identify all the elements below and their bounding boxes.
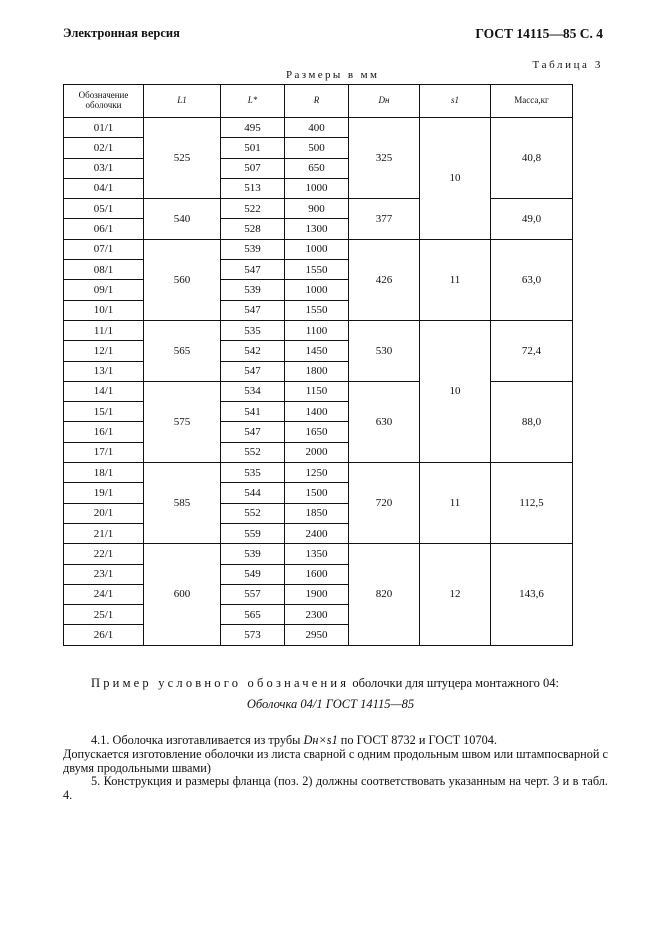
cell-r: 2000 bbox=[285, 442, 349, 462]
cell-designation: 18/1 bbox=[64, 463, 144, 483]
cell-l: 547 bbox=[221, 300, 285, 320]
cell-r: 1100 bbox=[285, 320, 349, 340]
cell-r: 650 bbox=[285, 158, 349, 178]
cell-designation: 08/1 bbox=[64, 260, 144, 280]
cell-r: 1900 bbox=[285, 584, 349, 604]
col-header-s1: s1 bbox=[420, 85, 491, 118]
cell-dn: 530 bbox=[349, 320, 420, 381]
cell-r: 1150 bbox=[285, 381, 349, 401]
example-text: оболочки для штуцера монтажного 04: bbox=[349, 676, 559, 690]
cell-r: 400 bbox=[285, 118, 349, 138]
example-designation: Оболочка 04/1 ГОСТ 14115—85 bbox=[246, 697, 415, 711]
cell-r: 1400 bbox=[285, 402, 349, 422]
cell-l: 535 bbox=[221, 320, 285, 340]
cell-designation: 11/1 bbox=[64, 320, 144, 340]
cell-designation: 17/1 bbox=[64, 442, 144, 462]
paragraph-5: 5. Конструкция и размеры фланца (поз. 2) должны соответствовать указанным на черт. 3 и в табл. 4. bbox=[63, 774, 608, 802]
cell-l: 528 bbox=[221, 219, 285, 239]
cell-mass: 63,0 bbox=[491, 239, 573, 320]
cell-mass: 40,8 bbox=[491, 118, 573, 199]
cell-dn: 325 bbox=[349, 118, 420, 199]
cell-l: 513 bbox=[221, 178, 285, 198]
cell-l: 559 bbox=[221, 523, 285, 543]
cell-l: 573 bbox=[221, 625, 285, 645]
cell-designation: 23/1 bbox=[64, 564, 144, 584]
cell-dn: 630 bbox=[349, 381, 420, 462]
cell-l: 544 bbox=[221, 483, 285, 503]
cell-l: 557 bbox=[221, 584, 285, 604]
paragraph-allowance: Допускается изготовление оболочки из листа сварной с одним продольным швом или штампосварной с двумя продольными швами) bbox=[63, 747, 608, 775]
cell-dn: 426 bbox=[349, 239, 420, 320]
cell-r: 1300 bbox=[285, 219, 349, 239]
cell-l: 552 bbox=[221, 503, 285, 523]
cell-r: 1800 bbox=[285, 361, 349, 381]
cell-l1: 565 bbox=[144, 320, 221, 381]
cell-dn: 377 bbox=[349, 199, 420, 240]
cell-l: 547 bbox=[221, 422, 285, 442]
table-row bbox=[64, 118, 573, 138]
cell-l: 541 bbox=[221, 402, 285, 422]
table-row bbox=[64, 199, 573, 219]
dimensions-table bbox=[63, 84, 573, 646]
cell-designation: 05/1 bbox=[64, 199, 144, 219]
table-row bbox=[64, 381, 573, 401]
cell-mass: 49,0 bbox=[491, 199, 573, 240]
cell-designation: 15/1 bbox=[64, 402, 144, 422]
cell-r: 2300 bbox=[285, 605, 349, 625]
cell-l1: 575 bbox=[144, 381, 221, 462]
cell-l: 547 bbox=[221, 361, 285, 381]
cell-designation: 19/1 bbox=[64, 483, 144, 503]
col-header-dn: Dн bbox=[349, 85, 420, 118]
cell-designation: 01/1 bbox=[64, 118, 144, 138]
cell-r: 1850 bbox=[285, 503, 349, 523]
col-header-l1: L1 bbox=[144, 85, 221, 118]
cell-designation: 26/1 bbox=[64, 625, 144, 645]
cell-l1: 585 bbox=[144, 463, 221, 544]
cell-dn: 820 bbox=[349, 544, 420, 645]
cell-r: 2950 bbox=[285, 625, 349, 645]
cell-s1: 10 bbox=[420, 320, 491, 462]
cell-designation: 09/1 bbox=[64, 280, 144, 300]
cell-designation: 04/1 bbox=[64, 178, 144, 198]
table-row bbox=[64, 463, 573, 483]
paragraph-4-1 bbox=[63, 733, 608, 747]
cell-designation: 14/1 bbox=[64, 381, 144, 401]
cell-l: 522 bbox=[221, 199, 285, 219]
cell-designation: 02/1 bbox=[64, 138, 144, 158]
cell-l: 552 bbox=[221, 442, 285, 462]
cell-designation: 12/1 bbox=[64, 341, 144, 361]
cell-r: 900 bbox=[285, 199, 349, 219]
col-header-designation: Обозначение оболочки bbox=[64, 85, 144, 118]
cell-l: 501 bbox=[221, 138, 285, 158]
cell-r: 1550 bbox=[285, 260, 349, 280]
example-label: Пример условного обозначения bbox=[91, 676, 350, 690]
table-row bbox=[64, 320, 573, 340]
col-header-l: L* bbox=[221, 85, 285, 118]
cell-r: 2400 bbox=[285, 523, 349, 543]
cell-l1: 540 bbox=[144, 199, 221, 240]
cell-designation: 03/1 bbox=[64, 158, 144, 178]
cell-designation: 10/1 bbox=[64, 300, 144, 320]
cell-s1: 12 bbox=[420, 544, 491, 645]
table-row bbox=[64, 239, 573, 259]
cell-l: 539 bbox=[221, 544, 285, 564]
cell-l1: 600 bbox=[144, 544, 221, 645]
cell-l: 539 bbox=[221, 239, 285, 259]
cell-l1: 525 bbox=[144, 118, 221, 199]
cell-r: 1500 bbox=[285, 483, 349, 503]
cell-designation: 25/1 bbox=[64, 605, 144, 625]
table-row bbox=[64, 544, 573, 564]
cell-mass: 112,5 bbox=[491, 463, 573, 544]
cell-r: 1450 bbox=[285, 341, 349, 361]
p41-formula: Dн×s1 bbox=[303, 733, 338, 747]
cell-mass: 72,4 bbox=[491, 320, 573, 381]
cell-designation: 21/1 bbox=[64, 523, 144, 543]
cell-designation: 07/1 bbox=[64, 239, 144, 259]
cell-designation: 13/1 bbox=[64, 361, 144, 381]
table-body bbox=[64, 118, 573, 646]
units-caption: Размеры в мм bbox=[286, 69, 380, 81]
cell-r: 500 bbox=[285, 138, 349, 158]
cell-l1: 560 bbox=[144, 239, 221, 320]
cell-s1: 11 bbox=[420, 239, 491, 320]
table-caption: Таблица 3 bbox=[532, 59, 603, 71]
cell-r: 1000 bbox=[285, 239, 349, 259]
cell-mass: 143,6 bbox=[491, 544, 573, 645]
cell-dn: 720 bbox=[349, 463, 420, 544]
cell-designation: 06/1 bbox=[64, 219, 144, 239]
p41-start: 4.1. Оболочка изготавливается из трубы bbox=[91, 733, 304, 747]
table-header-row bbox=[64, 85, 573, 118]
cell-l: 535 bbox=[221, 463, 285, 483]
header-edition-label: Электронная версия bbox=[63, 26, 180, 40]
cell-mass: 88,0 bbox=[491, 381, 573, 462]
cell-l: 542 bbox=[221, 341, 285, 361]
cell-designation: 24/1 bbox=[64, 584, 144, 604]
cell-r: 1000 bbox=[285, 178, 349, 198]
cell-r: 1650 bbox=[285, 422, 349, 442]
cell-designation: 22/1 bbox=[64, 544, 144, 564]
cell-l: 549 bbox=[221, 564, 285, 584]
cell-l: 507 bbox=[221, 158, 285, 178]
cell-l: 534 bbox=[221, 381, 285, 401]
cell-r: 1250 bbox=[285, 463, 349, 483]
cell-r: 1550 bbox=[285, 300, 349, 320]
cell-l: 539 bbox=[221, 280, 285, 300]
col-header-mass: Масса,кг bbox=[491, 85, 573, 118]
cell-r: 1350 bbox=[285, 544, 349, 564]
cell-r: 1600 bbox=[285, 564, 349, 584]
cell-l: 495 bbox=[221, 118, 285, 138]
cell-r: 1000 bbox=[285, 280, 349, 300]
col-header-r: R bbox=[285, 85, 349, 118]
cell-s1: 10 bbox=[420, 118, 491, 240]
example-line bbox=[91, 676, 559, 691]
cell-l: 547 bbox=[221, 260, 285, 280]
p41-end: по ГОСТ 8732 и ГОСТ 10704. bbox=[337, 733, 497, 747]
cell-s1: 11 bbox=[420, 463, 491, 544]
cell-designation: 16/1 bbox=[64, 422, 144, 442]
cell-designation: 20/1 bbox=[64, 503, 144, 523]
cell-l: 565 bbox=[221, 605, 285, 625]
header-standard-page: ГОСТ 14115—85 С. 4 bbox=[475, 26, 603, 41]
